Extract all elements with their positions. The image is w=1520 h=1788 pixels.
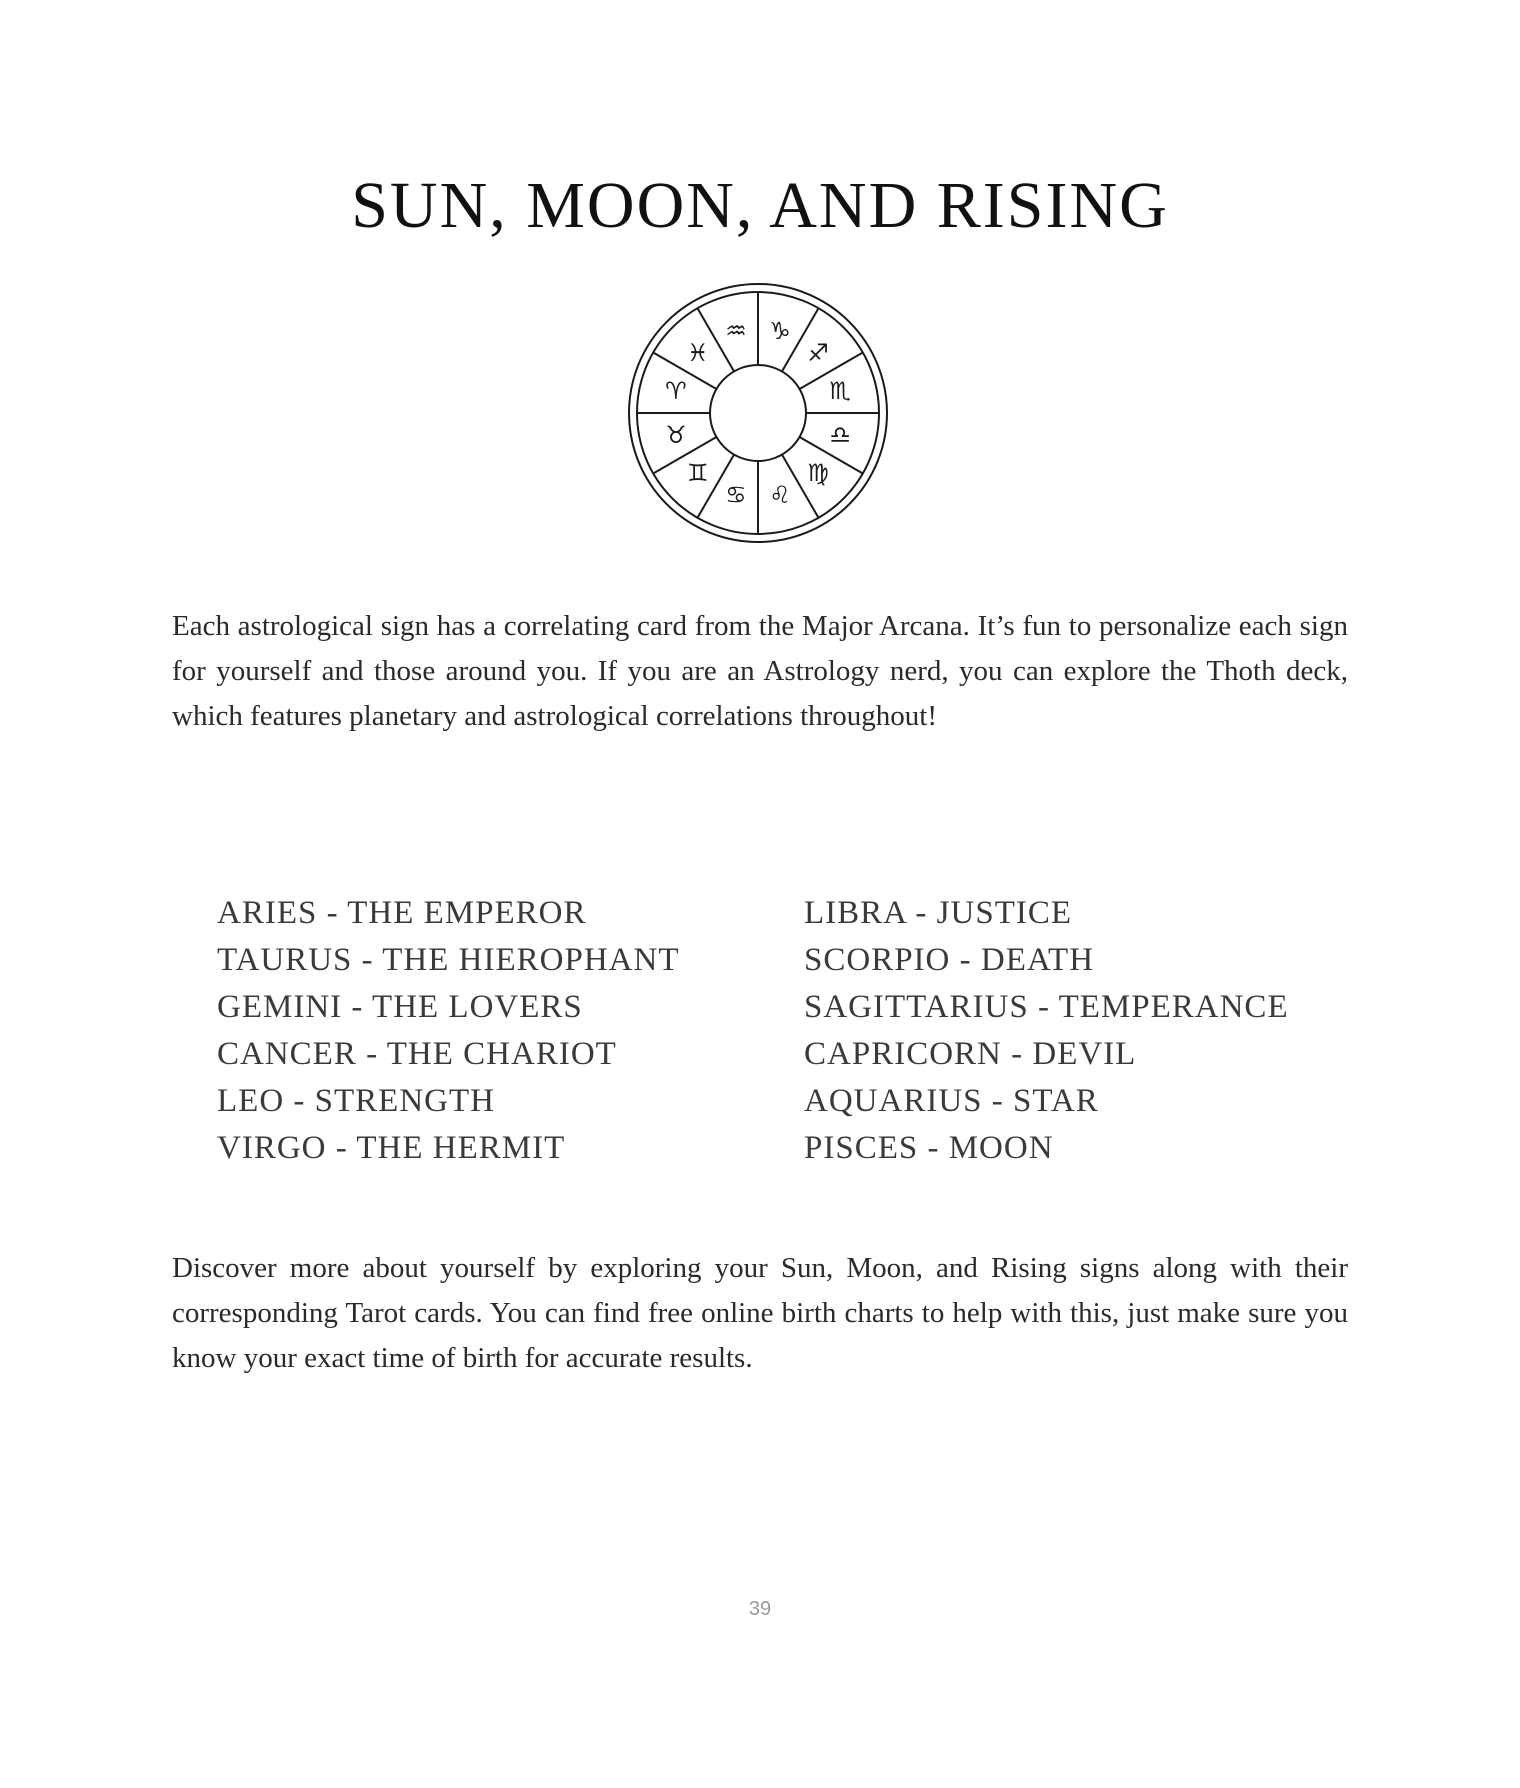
zodiac-glyph-icon: ♉ — [665, 420, 687, 449]
page-number: 39 — [748, 1598, 772, 1620]
zodiac-glyph-icon: ♋ — [725, 481, 747, 510]
zodiac-glyph-icon: ♍ — [807, 459, 829, 488]
list-item: CANCER - THE CHARIOT — [217, 1036, 617, 1072]
list-item: ARIES - THE EMPEROR — [217, 895, 587, 931]
zodiac-glyph-icon: ♌ — [769, 481, 791, 510]
zodiac-glyph-icon: ♊ — [687, 459, 709, 488]
zodiac-glyph-icon: ♑ — [769, 316, 791, 345]
sign-card-list-right — [804, 890, 1289, 1172]
list-item: VIRGO - THE HERMIT — [217, 1130, 566, 1166]
list-item: CAPRICORN - DEVIL — [804, 1036, 1137, 1072]
list-item: GEMINI - THE LOVERS — [217, 989, 583, 1025]
page-title: SUN, MOON, AND RISING — [351, 169, 1169, 242]
zodiac-glyph-icon: ♈ — [665, 377, 687, 406]
list-item: SAGITTARIUS - TEMPERANCE — [804, 989, 1289, 1025]
list-item: TAURUS - THE HIEROPHANT — [217, 942, 680, 978]
list-item: SCORPIO - DEATH — [804, 942, 1095, 978]
zodiac-glyph-icon: ♏ — [829, 377, 851, 406]
zodiac-wheel-icon — [627, 282, 889, 544]
list-item: AQUARIUS - STAR — [804, 1083, 1099, 1119]
outro-paragraph: Discover more about yourself by exploring your Sun, Moon, and Rising signs along with their corresponding Tarot cards. You can find free online birth charts to help with this, just make sure you know your exact time of birth for accurate results. — [172, 1252, 1348, 1374]
list-item: LEO - STRENGTH — [217, 1083, 495, 1119]
list-item: LIBRA - JUSTICE — [804, 895, 1073, 931]
sign-card-list-left — [217, 890, 680, 1172]
list-item: PISCES - MOON — [804, 1130, 1054, 1166]
zodiac-glyph-icon: ♓ — [687, 338, 709, 367]
intro-paragraph: Each astrological sign has a correlating card from the Major Arcana. It’s fun to personalize each sign for yourself and those around you. If you are an Astrology nerd, you can explore the Thoth deck, which features planetary and astrological correlations throughout! — [172, 610, 1348, 732]
zodiac-glyph-icon: ♎ — [829, 420, 851, 449]
wheel-inner-ring — [710, 365, 806, 461]
zodiac-glyph-icon: ♒ — [725, 316, 747, 345]
zodiac-glyph-icon: ♐ — [807, 338, 829, 367]
